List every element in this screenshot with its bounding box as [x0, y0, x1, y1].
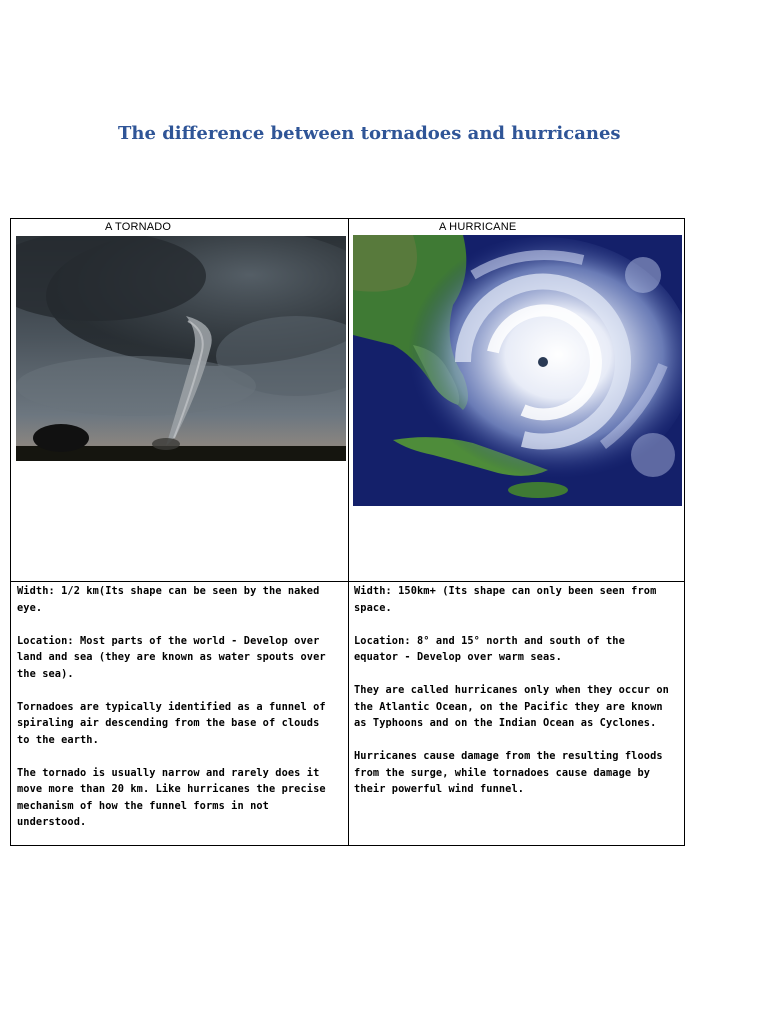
tornado-identification-text: Tornadoes are typically identified as a funnel of spiraling air descending from the base of clouds to the earth. [17, 700, 326, 746]
tornado-description [17, 583, 335, 847]
hurricane-location-text: Location: 8° and 15° north and south of the equator - Develop over warm seas. [354, 634, 625, 663]
column-divider [348, 219, 349, 845]
hurricane-damage-text: Hurricanes cause damage from the resulting floods from the surge, while tornadoes cause damage by their powerful wind funnel. [354, 750, 663, 795]
tornado-movement-text: The tornado is usually narrow and rarely does it move more than 20 km. Like hurricanes the precise mechanism of how the funnel forms in not understood. [17, 766, 326, 828]
hurricane-naming-text: They are called hurricanes only when they occur on the Atlantic Ocean, on the Pacific they are known as Typhoons and on the Indian Ocean as Cyclones. [354, 684, 669, 729]
row-divider [11, 581, 684, 582]
hurricane-description [354, 583, 672, 814]
tornado-heading: A TORNADO [105, 221, 172, 233]
tornado-location-text: Location: Most parts of the world - Develop over land and sea (they are known as water spouts over the sea). [17, 634, 326, 680]
document-title: The difference between tornadoes and hurricanes [118, 123, 621, 144]
comparison-table [10, 218, 685, 846]
hurricane-photo [353, 235, 682, 506]
hurricane-heading: A HURRICANE [439, 221, 517, 233]
tornado-width-text: Width: 1/2 km(Its shape can be seen by the naked eye. [17, 585, 320, 614]
tornado-photo [16, 236, 346, 461]
hurricane-width-text: Width: 150km+ (Its shape can only been seen from space. [354, 585, 657, 614]
